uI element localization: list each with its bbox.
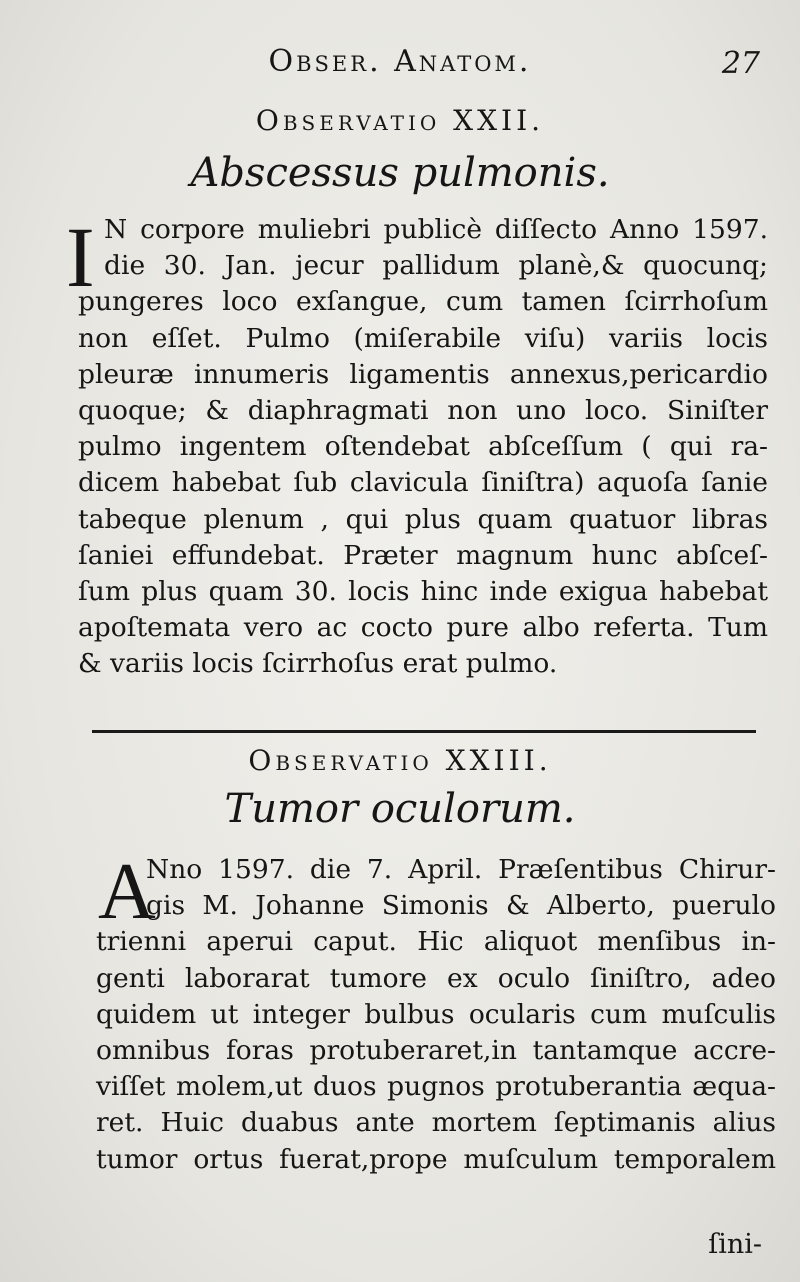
text-line: viſſet molem,ut duos pugnos protuberantia æqua- — [96, 1071, 776, 1103]
observation-23-drop-cap: A — [98, 848, 156, 936]
observation-22-heading: Observatio XXII. — [255, 104, 545, 137]
catchword: ſini- — [708, 1229, 762, 1260]
observation-22-drop-cap: I — [66, 209, 95, 305]
text-line: die 30. Jan. jecur pallidum planè,& quocunq; — [104, 250, 768, 282]
text-line: gis M. Johanne Simonis & Alberto, puerulo — [146, 890, 776, 922]
observation-22-body — [78, 212, 768, 683]
text-line: apoſtemata vero ac cocto pure albo referta. Tum — [78, 612, 768, 644]
text-line: dicem habebat ſub clavicula ſiniſtra) aquoſa ſanie — [78, 467, 768, 499]
running-head: Obser. Anatom. — [268, 44, 532, 79]
observation-23-title: Tumor oculorum. — [224, 786, 576, 832]
section-divider — [92, 730, 756, 733]
text-line: ſum plus quam 30. locis hinc inde exigua habebat — [78, 576, 768, 608]
page-number: 27 — [721, 46, 760, 81]
text-line: N corpore muliebri publicè diſſecto Anno 1597. — [104, 214, 768, 245]
observation-23-heading: Observatio XXIII. — [248, 744, 552, 777]
text-line: ret. Huic duabus ante mortem ſeptimanis alius — [96, 1107, 776, 1139]
text-line: tumor ortus fuerat,prope muſculum temporalem — [96, 1143, 776, 1175]
text-line: Nno 1597. die 7. April. Præſentibus Chirur- — [146, 854, 776, 885]
text-line: pungeres loco exſangue, cum tamen ſcirrhoſum — [78, 286, 768, 318]
text-line: & variis locis ſcirrhoſus erat pulmo. — [78, 648, 558, 680]
text-line: quidem ut integer bulbus ocularis cum muſculis — [96, 998, 776, 1030]
text-line: ſaniei effundebat. Præter magnum hunc abſceſ- — [78, 539, 768, 571]
text-line: tabeque plenum , qui plus quam quatuor libras — [78, 503, 768, 535]
observation-22-title: Abscessus pulmonis. — [190, 150, 610, 196]
text-line: genti laborarat tumore ex oculo ſiniſtro, adeo — [96, 962, 776, 994]
observation-23-body — [96, 848, 776, 1178]
text-line: pulmo ingentem oſtendebat abſceſſum ( qui ra- — [78, 431, 768, 463]
text-line: trienni aperui caput. Hic aliquot menſibus in- — [96, 926, 776, 958]
text-line: non eſſet. Pulmo (miſerabile viſu) variis locis — [78, 322, 768, 354]
text-line: quoque; & diaphragmati non uno loco. Siniſter — [78, 395, 768, 427]
text-line: pleuræ innumeris ligamentis annexus,pericardio — [78, 358, 768, 390]
text-line: omnibus foras protuberaret,in tantamque accre- — [96, 1035, 776, 1067]
